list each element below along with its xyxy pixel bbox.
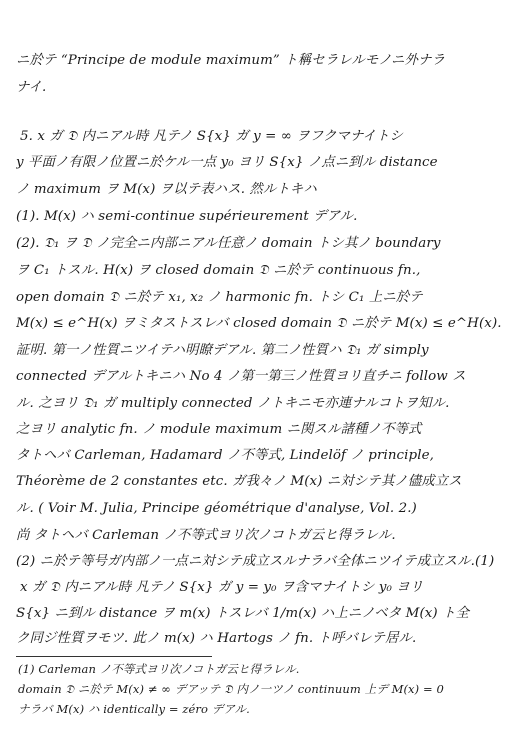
text-line-18: 尚 タトヘバ Carleman ノ不等式ヨリ次ノコトガ云ヒ得ラレル.: [16, 528, 396, 543]
text-line-17: ル. ( Voir M. Julia, Principe géométrique d'analyse, Vol. 2.): [16, 501, 417, 516]
text-line-21: S{x} ニ到ル distance ヲ m(x) トスレバ 1/m(x) ハ上ニノベタ M(x) ト全: [16, 606, 470, 621]
text-line-16: Théorème de 2 constantes etc. ガ我々ノ M(x) ニ対シテ其ノ儘成立ス: [16, 474, 462, 489]
text-line-6: (1). M(x) ハ semi-continue supérieurement デアル.: [16, 209, 358, 224]
text-line-4: y 平面ノ有限ノ位置ニ於ケル一点 y₀ ヨリ S{x} ノ点ニ到ル distance: [16, 155, 438, 170]
footnote-line-3: ナラバ M(x) ハ identically = zéro デアル.: [18, 702, 250, 716]
text-line-3: 5. x ガ 𝔇 内ニアル時 凡テノ S{x} ガ y = ∞ ヲフクマナイトシ: [20, 129, 404, 144]
footnote-divider: [16, 656, 212, 657]
text-line-8: ヲ C₁ トスル. H(x) ヲ closed domain 𝔇 ニ於テ continuous fn.,: [16, 263, 421, 278]
text-line-2: ナイ.: [16, 80, 47, 95]
text-line-7: (2). 𝔇₁ ヲ 𝔇 ノ完全ニ内部ニアル任意ノ domain トシ其ノ boundary: [16, 236, 441, 251]
text-line-5: ノ maximum ヲ M(x) ヲ以テ表ハス. 然ルトキハ: [16, 182, 317, 197]
text-line-22: ク同ジ性質ヲモツ. 此ノ m(x) ハ Hartogs ノ fn. ト呼バレテ居ル.: [16, 631, 417, 646]
text-line-19: (2) ニ於テ等号ガ内部ノ一点ニ対シテ成立スルナラバ全体ニツイテ成立スル.(1): [16, 554, 495, 569]
text-line-20: x ガ 𝔇 内ニアル時 凡テノ S{x} ガ y = y₀ ヲ含マナイトシ y₀ ヨリ: [20, 580, 424, 595]
text-line-11: 証明. 第一ノ性質ニツイテハ明瞭デアル. 第二ノ性質ハ 𝔇₁ ガ simply: [16, 343, 429, 358]
text-line-10: M(x) ≤ e^H(x) ヲミタストスレバ closed domain 𝔇 ニ於テ M(x) ≤ e^H(x).: [16, 316, 502, 331]
text-line-14: 之ヨリ analytic fn. ノ module maximum ニ関スル諸種ノ不等式: [16, 422, 422, 437]
text-line-9: open domain 𝔇 ニ於テ x₁, x₂ ノ harmonic fn. トシ C₁ 上ニ於テ: [16, 290, 423, 305]
footnote-line-2: domain 𝔇 ニ於テ M(x) ≠ ∞ デアッテ 𝔇 内ノ一ツノ continuum 上デ M(x) = 0: [18, 682, 444, 696]
text-line-15: タトヘバ Carleman, Hadamard ノ不等式, Lindelöf ノ principle,: [16, 448, 434, 463]
text-line-12: connected デアルトキニハ No 4 ノ第一第三ノ性質ヨリ直チニ follow ス: [16, 369, 466, 384]
text-line-1: ニ於テ “Principe de module maximum” ト稱セラレルモノニ外ナラ: [16, 53, 445, 68]
text-line-13: ル. 之ヨリ 𝔇₁ ガ multiply connected ノトキニモ亦連ナルコトヲ知ル.: [16, 396, 450, 411]
footnote-line-1: (1) Carleman ノ不等式ヨリ次ノコトガ云ヒ得ラレル.: [18, 662, 300, 676]
